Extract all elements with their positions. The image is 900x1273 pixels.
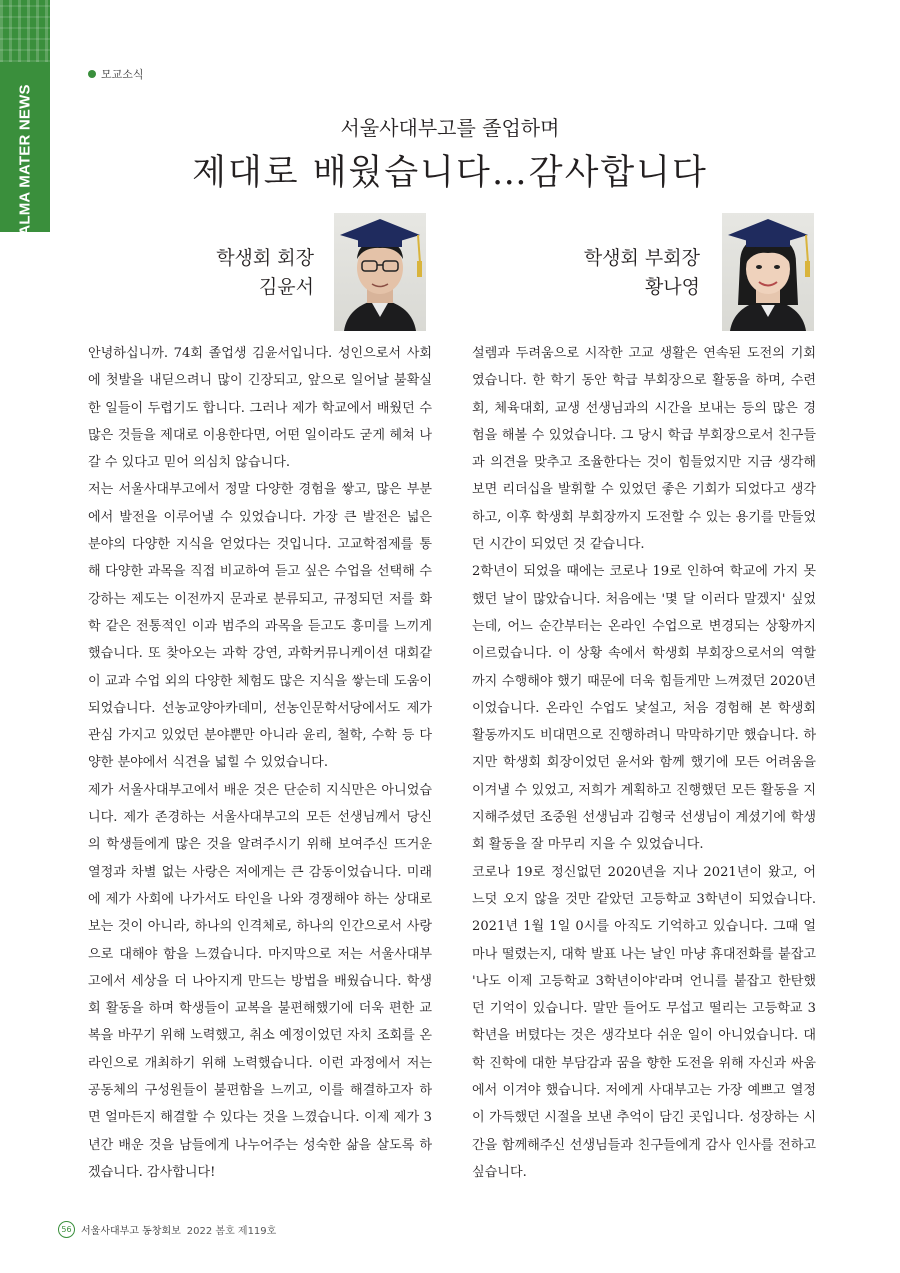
- person-role: 학생회 회장: [216, 247, 314, 269]
- section-tag: [88, 66, 144, 82]
- paragraph: 설렘과 두려움으로 시작한 고교 생활은 연속된 도전의 기회였습니다. 한 학기 동안 학급 부회장으로 활동을 하며, 수련회, 체육대회, 교생 선생님과의 시간을 보내는 등의 많은 경험을 해볼 수 있었습니다. 그 당시 학급 부회장으로서 친구들과 의견을 맞추고 조율한다는 것이 힘들었지만 지금 생각해보면 리더십을 발휘할 수 있었던 좋은 기회가 되었다고 생각하고, 이후 학생회 부회장까지 도전할 수 있는 용기를 만들었던 시간이 되었던 것 같습니다.: [472, 346, 816, 553]
- paragraph: 제가 서울사대부고에서 배운 것은 단순히 지식만은 아니었습니다. 제가 존경하는 서울사대부고의 모든 선생님께서 당신의 학생들에게 많은 것을 알려주시기 위해 보여주신 뜨거운 열정과 차별 없는 사랑은 저에게는 큰 감동이었습니다. 미래에 제가 사회에 나가서도 타인을 나와 경쟁해야 하는 상대로 보는 것이 아니라, 하나의 인격체로, 하나의 인간으로서 사랑으로 대해야 함을 느꼈습니다. 마지막으로 저는 서울사대부고에서 세상을 더 나아지게 만드는 방법을 배웠습니다. 학생회 활동을 하며 학생들이 교복을 불편해했기에 더욱 편한 교복을 바꾸기 위해 노력했고, 취소 예정이었던 자치 조회를 온라인으로 개최하기 위해 노력했습니다. 이런 과정에서 저는 공동체의 구성원들이 불편함을 느끼고, 이를 해결하고자 하면 얼마든지 해결할 수 있다는 것을 느꼈습니다. 이제 제가 3년간 배운 것을 남들에게 나누어주는 성숙한 삶을 살도록 하겠습니다. 감사합니다!: [88, 782, 432, 1180]
- page-number: 56: [58, 1221, 75, 1238]
- article-subtitle: 서울사대부고를 졸업하며: [340, 116, 560, 140]
- paragraph: 저는 서울사대부고에서 정말 다양한 경험을 쌓고, 많은 부분에서 발전을 이루어낼 수 있었습니다. 가장 큰 발전은 넓은 분야의 다양한 지식을 얻었다는 것입니다. 고교학점제를 통해 다양한 과목을 직접 비교하여 듣고 싶은 수업을 선택해 수강하는 제도는 이전까지 문과로 분류되고, 규정되던 저를 화학 같은 전통적인 이과 범주의 과목을 듣고도 흥미를 느끼게 했습니다. 또 찾아오는 과학 강연, 과학커뮤니케이션 대회같이 교과 수업 외의 다양한 체험도 많은 지식을 쌓는데 도움이 되었습니다. 선농교양아카데미, 선농인문학서당에서도 제가 관심 가지고 있었던 분야뿐만 아니라 윤리, 철학, 수학 등 다양한 분야에서 식견을 넓힐 수 있었습니다.: [88, 482, 432, 771]
- article-column-left: [88, 340, 432, 1186]
- article-column-right: [472, 340, 816, 1186]
- issue-label: 2022 봄호 제119호: [186, 1226, 277, 1237]
- paragraph: 안녕하십니까. 74회 졸업생 김윤서입니다. 성인으로서 사회에 첫발을 내딛으려니 많이 긴장되고, 앞으로 일어날 불확실한 일들이 두렵기도 합니다. 그러나 제가 학교에서 배웠던 수많은 것들을 제대로 이용한다면, 어떤 일이라도 굳게 헤쳐 나갈 수 있다고 믿어 의심치 않습니다.: [88, 346, 432, 471]
- section-label: 모교소식: [101, 68, 144, 81]
- page-footer: [58, 1221, 276, 1238]
- person-role: 학생회 부회장: [583, 247, 700, 269]
- article-title: 제대로 배웠습니다…감사합니다: [192, 153, 708, 193]
- person-photo-1: [334, 213, 426, 331]
- side-tab-label: ALMA MATER NEWS: [16, 84, 34, 236]
- bullet-dot-icon: [88, 70, 96, 78]
- person-caption-2: [530, 244, 700, 302]
- paragraph: 2학년이 되었을 때에는 코로나 19로 인하여 학교에 가지 못했던 날이 많았습니다. 처음에는 '몇 달 이러다 말겠지' 싶었는데, 어느 순간부터는 온라인 수업으로 변경되는 상황까지 이르렀습니다. 이 상황 속에서 학생회 부회장으로서의 역할까지 수행해야 했기 때문에 더욱 힘들게만 느껴졌던 2020년이었습니다. 온라인 수업도 낯설고, 처음 경험해 본 학생회 활동까지도 비대면으로 진행하려니 막막하기만 했습니다. 하지만 학생회 회장이었던 윤서와 함께 했기에 모든 어려움을 이겨낼 수 있었고, 저희가 계획하고 진행했던 모든 활동을 지지해주셨던 조중원 선생님과 김형국 선생님이 계셨기에 학생회 활동을 잘 마무리 지을 수 있었습니다.: [472, 564, 816, 853]
- paragraph: 코로나 19로 정신없던 2020년을 지나 2021년이 왔고, 어느덧 오지 않을 것만 같았던 고등학교 3학년이 되었습니다. 2021년 1월 1일 0시를 아직도 기억하고 있습니다. 그때 얼마나 떨렸는지, 대학 발표 나는 날인 마냥 휴대전화를 붙잡고 '나도 이제 고등학교 3학년이야'라며 언니를 붙잡고 한탄했던 기억이 있습니다. 말만 들어도 무섭고 떨리는 고등학교 3학년을 버텼다는 것은 생각보다 쉬운 일이 아니었습니다. 대학 진학에 대한 부담감과 꿈을 향한 도전을 위해 자신과 싸움에서 이겨야 했습니다. 저에게 사대부고는 가장 예쁘고 열정이 가득했던 시절을 보낸 추억이 담긴 곳입니다. 성장하는 시간을 함께해주신 선생님들과 친구들에게 감사 인사를 전하고 싶습니다.: [472, 864, 816, 1180]
- side-tab-pattern: [0, 0, 50, 62]
- person-photo-2: [722, 213, 814, 331]
- person-name: 황나영: [644, 276, 700, 298]
- person-caption-1: [150, 244, 314, 302]
- person-name: 김윤서: [258, 276, 314, 298]
- publication-name: 서울사대부고 동창회보: [81, 1226, 181, 1237]
